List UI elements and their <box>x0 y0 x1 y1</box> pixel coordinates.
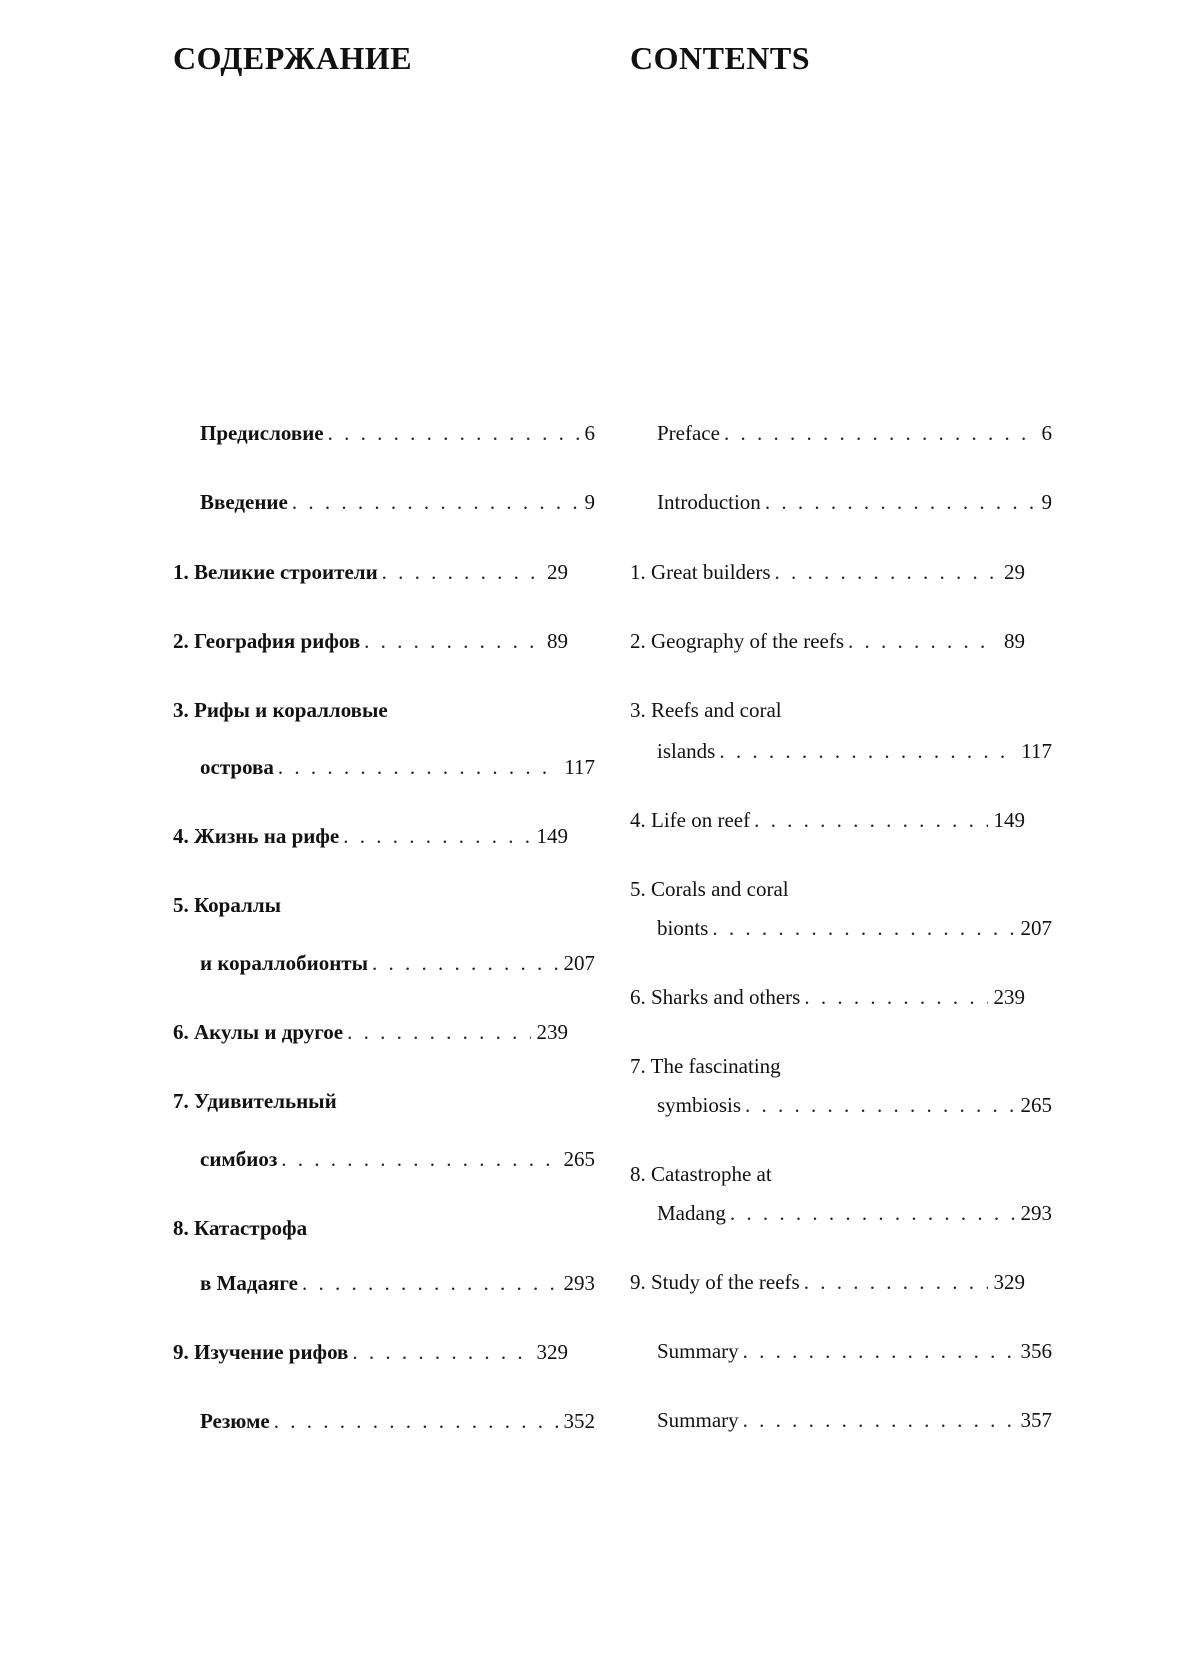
toc-page: 293 <box>563 1271 595 1295</box>
contents-heading-ru: СОДЕРЖАНИЕ <box>173 40 413 76</box>
toc-page: 9 <box>1041 490 1052 514</box>
toc-page: 329 <box>536 1340 568 1364</box>
leader-dots <box>848 628 998 654</box>
leader-dots <box>364 628 541 654</box>
leader-dots <box>724 420 1036 446</box>
leader-dots <box>292 489 579 515</box>
toc-label: Summary <box>657 1408 739 1432</box>
leader-dots <box>382 559 541 585</box>
leader-dots <box>274 1408 558 1434</box>
toc-label: и кораллобионты <box>200 951 369 975</box>
toc-entry-ch5-en-line1[interactable] <box>630 876 1025 902</box>
leader-dots <box>804 984 987 1010</box>
toc-label: 7. Удивительный <box>173 1089 337 1113</box>
toc-label: 2. Geography of the reefs <box>630 629 844 653</box>
contents-heading-en: CONTENTS <box>630 40 811 76</box>
leader-dots <box>775 559 998 585</box>
toc-page: 29 <box>547 560 568 584</box>
toc-page: 117 <box>564 755 595 779</box>
toc-entry-ch7-en-line1[interactable] <box>630 1053 1025 1079</box>
toc-label: bionts <box>657 916 709 940</box>
leader-dots <box>745 1092 1014 1118</box>
toc-label: 6. Sharks and others <box>630 985 801 1009</box>
toc-entry-ch7-ru-line2[interactable] <box>173 1146 595 1172</box>
toc-entry-ch5-ru-line2[interactable] <box>173 950 595 976</box>
toc-entry-ch4-en[interactable] <box>630 807 1025 833</box>
toc-page: 239 <box>536 1020 568 1044</box>
toc-label: Madang <box>657 1201 726 1225</box>
toc-page: 29 <box>1004 560 1025 584</box>
toc-page: 117 <box>1021 739 1052 763</box>
toc-page: 207 <box>563 951 595 975</box>
toc-entry-ch7-en-line2[interactable] <box>630 1092 1052 1118</box>
toc-entry-ch3-en-line2[interactable] <box>630 738 1052 764</box>
toc-entry-ch3-ru-line1[interactable] <box>173 697 568 723</box>
toc-label: острова <box>200 755 274 779</box>
toc-page: 89 <box>1004 629 1025 653</box>
toc-page: 265 <box>563 1147 595 1171</box>
leader-dots <box>712 915 1014 941</box>
toc-label: 9. Изучение рифов <box>173 1340 349 1364</box>
toc-label: 9. Study of the reefs <box>630 1270 800 1294</box>
toc-entry-preface-ru[interactable] <box>173 420 595 446</box>
toc-label: 4. Life on reef <box>630 808 751 832</box>
toc-entry-summary-en-2[interactable] <box>630 1407 1052 1433</box>
leader-dots <box>765 489 1036 515</box>
toc-label: 4. Жизнь на рифе <box>173 824 340 848</box>
toc-entry-ch8-ru-line2[interactable] <box>173 1270 595 1296</box>
leader-dots <box>372 950 557 976</box>
leader-dots <box>352 1339 530 1365</box>
toc-page: 265 <box>1020 1093 1052 1117</box>
toc-entry-ch2-en[interactable] <box>630 628 1025 654</box>
toc-label: Предисловие <box>200 421 324 445</box>
leader-dots <box>347 1019 530 1045</box>
toc-entry-ch9-ru[interactable] <box>173 1339 568 1365</box>
toc-page: 149 <box>536 824 568 848</box>
toc-label: 6. Акулы и другое <box>173 1020 344 1044</box>
toc-label: 7. The fascinating <box>630 1054 781 1078</box>
leader-dots <box>730 1200 1015 1226</box>
toc-entry-ch6-en[interactable] <box>630 984 1025 1010</box>
toc-entry-ch1-ru[interactable] <box>173 559 568 585</box>
toc-page: 352 <box>563 1409 595 1433</box>
toc-label: 1. Great builders <box>630 560 771 584</box>
toc-label: в Мадаяге <box>200 1271 298 1295</box>
toc-entry-ch6-ru[interactable] <box>173 1019 568 1045</box>
leader-dots <box>278 754 558 780</box>
toc-label: 5. Corals and coral <box>630 877 789 901</box>
toc-label: Резюме <box>200 1409 270 1433</box>
toc-page: 293 <box>1020 1201 1052 1225</box>
toc-label: 8. Катастрофа <box>173 1216 308 1240</box>
toc-entry-ch8-ru-line1[interactable] <box>173 1215 568 1241</box>
toc-entry-ch3-en-line1[interactable] <box>630 697 1025 723</box>
toc-entry-summary-en-1[interactable] <box>630 1338 1052 1364</box>
toc-page: 329 <box>993 1270 1025 1294</box>
toc-label: симбиоз <box>200 1147 278 1171</box>
leader-dots <box>343 823 530 849</box>
toc-entry-ch3-ru-line2[interactable] <box>173 754 595 780</box>
toc-label: Введение <box>200 490 288 514</box>
leader-dots <box>804 1269 988 1295</box>
toc-page: 6 <box>1041 421 1052 445</box>
leader-dots <box>302 1270 558 1296</box>
toc-label: 3. Рифы и коралловые <box>173 698 388 722</box>
toc-entry-intro-en[interactable] <box>630 489 1052 515</box>
toc-entry-ch8-en-line2[interactable] <box>630 1200 1052 1226</box>
toc-entry-ch5-en-line2[interactable] <box>630 915 1052 941</box>
toc-label: 5. Кораллы <box>173 893 282 917</box>
toc-page: 356 <box>1020 1339 1052 1363</box>
toc-label: symbiosis <box>657 1093 742 1117</box>
leader-dots <box>743 1338 1015 1364</box>
toc-label: 1. Великие строители <box>173 560 378 584</box>
toc-entry-ch7-ru-line1[interactable] <box>173 1088 568 1114</box>
toc-label: 2. География рифов <box>173 629 361 653</box>
leader-dots <box>743 1407 1015 1433</box>
toc-entry-ch8-en-line1[interactable] <box>630 1161 1025 1187</box>
toc-entry-summary-ru[interactable] <box>173 1408 595 1434</box>
toc-label: 8. Catastrophe at <box>630 1162 772 1186</box>
toc-page: 89 <box>547 629 568 653</box>
leader-dots <box>281 1146 557 1172</box>
leader-dots <box>754 807 987 833</box>
toc-page: 149 <box>993 808 1025 832</box>
toc-label: Preface <box>657 421 720 445</box>
toc-entry-intro-ru[interactable] <box>173 489 595 515</box>
toc-entry-preface-en[interactable] <box>630 420 1052 446</box>
toc-page: 239 <box>993 985 1025 1009</box>
toc-entry-ch9-en[interactable] <box>630 1269 1025 1295</box>
leader-dots <box>328 420 579 446</box>
toc-page: 207 <box>1020 916 1052 940</box>
toc-entry-ch2-ru[interactable] <box>173 628 568 654</box>
toc-label: islands <box>657 739 716 763</box>
toc-page: 357 <box>1020 1408 1052 1432</box>
toc-label: Summary <box>657 1339 739 1363</box>
toc-label: 3. Reefs and coral <box>630 698 782 722</box>
toc-label: Introduction <box>657 490 761 514</box>
leader-dots <box>719 738 1015 764</box>
toc-entry-ch4-ru[interactable] <box>173 823 568 849</box>
toc-entry-ch1-en[interactable] <box>630 559 1025 585</box>
toc-entry-ch5-ru-line1[interactable] <box>173 892 568 918</box>
toc-page: 9 <box>584 490 595 514</box>
toc-page: 6 <box>584 421 595 445</box>
